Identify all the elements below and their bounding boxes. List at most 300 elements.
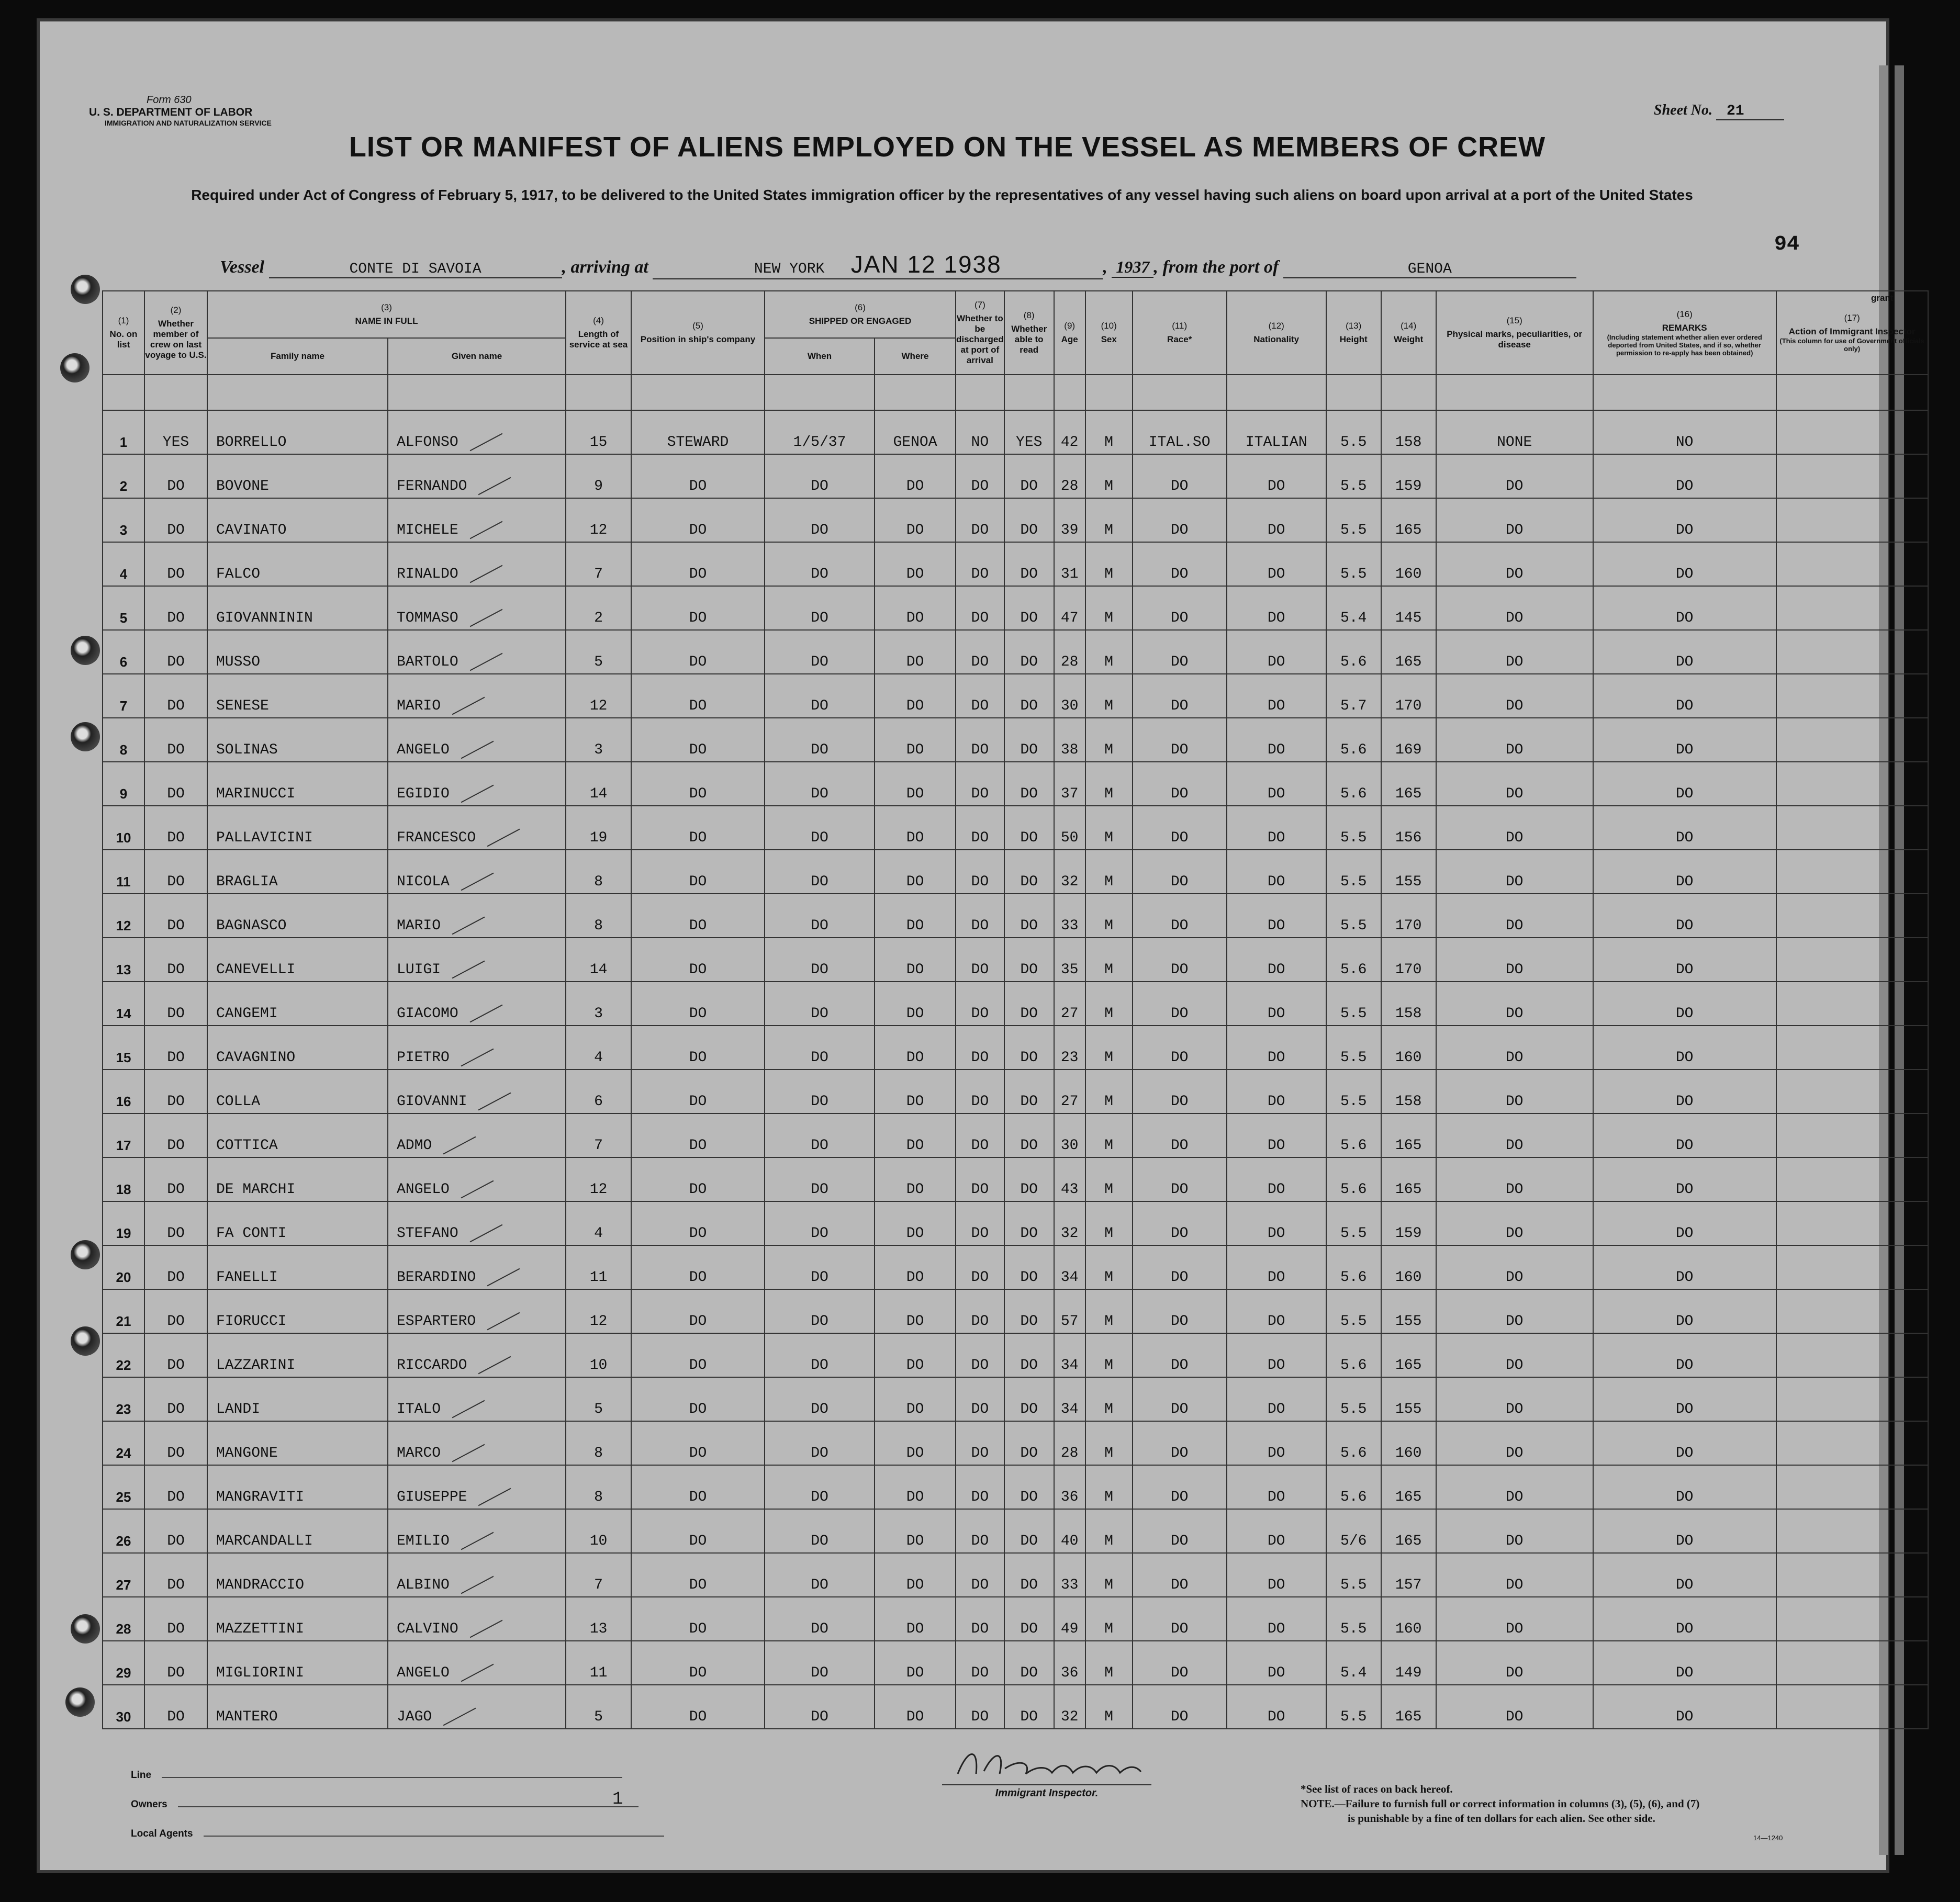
given-name-text: ADMO	[397, 1138, 432, 1154]
age-text: 30	[1060, 698, 1079, 714]
remarks-text: DO	[1675, 1445, 1694, 1461]
where-cell	[875, 1333, 956, 1377]
row-number	[103, 982, 144, 1026]
header-length-of-service: Length of service at sea	[569, 329, 628, 350]
when-cell	[765, 1157, 875, 1201]
row-number	[103, 1553, 144, 1597]
service-cell	[566, 718, 631, 762]
service-cell	[566, 630, 631, 674]
discharged-cell	[956, 1421, 1004, 1465]
when-text: DO	[811, 962, 828, 978]
weight-cell	[1381, 1113, 1436, 1157]
weight-text: 158	[1395, 1006, 1422, 1022]
inspector-action-cell	[1776, 718, 1928, 762]
nationality-cell	[1227, 454, 1326, 498]
where-cell	[875, 1201, 956, 1245]
col-number: (12)	[1268, 321, 1284, 331]
position-cell	[631, 586, 765, 630]
service-cell	[566, 1421, 631, 1465]
remarks-cell	[1593, 542, 1776, 586]
weight-text: 160	[1395, 566, 1422, 582]
weight-text: 165	[1395, 1533, 1422, 1549]
marks-cell	[1436, 1333, 1593, 1377]
when-text: 1/5/37	[793, 434, 846, 451]
nationality-text: DO	[1267, 1621, 1285, 1637]
check-mark-icon	[487, 1268, 520, 1286]
last-voyage-cell	[144, 674, 207, 718]
given-name-text: ANGELO	[397, 1181, 450, 1198]
age-cell	[1054, 542, 1085, 586]
last-voyage-text: DO	[167, 478, 185, 494]
when-text: DO	[811, 1181, 828, 1198]
table-row	[103, 1509, 1928, 1553]
when-text: DO	[811, 1138, 828, 1154]
family-name-cell	[207, 938, 388, 982]
when-cell	[765, 894, 875, 938]
weight-text: 170	[1395, 962, 1422, 978]
age-cell	[1054, 630, 1085, 674]
form-header	[89, 94, 272, 127]
weight-cell	[1381, 1333, 1436, 1377]
where-cell	[875, 1553, 956, 1597]
nationality-cell	[1227, 1641, 1326, 1685]
inspector-action-cell	[1776, 762, 1928, 806]
table-row	[103, 542, 1928, 586]
race-cell	[1133, 982, 1227, 1026]
age-text: 38	[1060, 742, 1079, 758]
race-cell	[1133, 1685, 1227, 1729]
sex-text: M	[1104, 1357, 1114, 1374]
given-name-cell	[388, 1245, 566, 1289]
height-text: 5/6	[1340, 1533, 1367, 1549]
header-last-voyage: Whether member of crew on last voyage to U.S.	[145, 319, 207, 360]
race-cell	[1133, 1641, 1227, 1685]
when-cell	[765, 1509, 875, 1553]
sex-cell	[1085, 1509, 1133, 1553]
where-text: DO	[906, 522, 924, 538]
header-name-in-full: NAME IN FULL	[355, 316, 418, 326]
row-number-text: 8	[119, 742, 128, 758]
row-number	[103, 850, 144, 894]
given-name-cell	[388, 630, 566, 674]
discharged-cell	[956, 1245, 1004, 1289]
when-cell	[765, 718, 875, 762]
nationality-cell	[1227, 586, 1326, 630]
where-text: DO	[906, 1138, 924, 1154]
when-text: DO	[811, 1533, 828, 1549]
read-text: DO	[1020, 698, 1038, 714]
when-cell	[765, 1113, 875, 1157]
header-sex: Sex	[1101, 334, 1117, 344]
service-text: 7	[594, 1577, 603, 1593]
row-number-text: 27	[116, 1577, 131, 1593]
family-name-cell	[207, 762, 388, 806]
position-text: DO	[689, 1665, 707, 1681]
family-name-text: SOLINAS	[216, 742, 278, 758]
marks-text: DO	[1505, 610, 1524, 626]
nationality-text: DO	[1267, 742, 1285, 758]
race-text: DO	[1170, 786, 1189, 802]
discharged-cell	[956, 1113, 1004, 1157]
remarks-text: DO	[1675, 1709, 1694, 1725]
nationality-text: DO	[1267, 1050, 1285, 1066]
height-cell	[1326, 1201, 1381, 1245]
inspector-action-cell	[1776, 1377, 1928, 1421]
race-text: DO	[1170, 962, 1189, 978]
discharged-text: DO	[971, 1577, 989, 1593]
col-number: (3)	[381, 302, 392, 312]
age-text: 32	[1060, 1709, 1079, 1725]
row-number-text: 30	[116, 1709, 131, 1725]
marks-cell	[1436, 1289, 1593, 1333]
row-number-text: 10	[116, 830, 131, 846]
when-text: DO	[811, 1621, 828, 1637]
family-name-text: LAZZARINI	[216, 1357, 296, 1374]
read-cell	[1004, 1685, 1054, 1729]
remarks-text: DO	[1675, 1533, 1694, 1549]
check-mark-icon	[452, 1400, 485, 1418]
arriving-port-field	[653, 250, 1103, 279]
weight-cell	[1381, 630, 1436, 674]
discharged-text: DO	[971, 1401, 989, 1417]
read-cell	[1004, 1597, 1054, 1641]
inspector-action-cell	[1776, 1157, 1928, 1201]
weight-text: 165	[1395, 1181, 1422, 1198]
inspector-action-cell	[1776, 1597, 1928, 1641]
position-text: DO	[689, 1094, 707, 1110]
discharged-text: DO	[971, 742, 989, 758]
when-text: DO	[811, 1269, 828, 1286]
header-age: Age	[1061, 334, 1078, 344]
sex-cell	[1085, 1597, 1133, 1641]
weight-cell	[1381, 1553, 1436, 1597]
position-text: DO	[689, 1577, 707, 1593]
sex-text: M	[1104, 698, 1114, 714]
position-cell	[631, 674, 765, 718]
inspector-action-cell	[1776, 454, 1928, 498]
table-row	[103, 850, 1928, 894]
sex-cell	[1085, 1641, 1133, 1685]
given-name-text: NICOLA	[397, 874, 450, 890]
position-cell	[631, 1553, 765, 1597]
weight-text: 157	[1395, 1577, 1422, 1593]
row-number	[103, 498, 144, 542]
last-voyage-cell	[144, 938, 207, 982]
marks-text: DO	[1505, 1050, 1524, 1066]
read-cell	[1004, 1465, 1054, 1509]
age-cell	[1054, 674, 1085, 718]
read-text: DO	[1020, 1577, 1038, 1593]
family-name-cell	[207, 1113, 388, 1157]
given-name-text: ANGELO	[397, 1665, 450, 1681]
read-text: DO	[1020, 1709, 1038, 1725]
given-name-text: FERNANDO	[397, 478, 467, 494]
stamped-number: 94	[1774, 233, 1800, 256]
check-mark-icon	[469, 1619, 502, 1638]
discharged-text: DO	[971, 874, 989, 890]
marks-text: DO	[1505, 1006, 1524, 1022]
family-name-cell	[207, 1553, 388, 1597]
service-cell	[566, 454, 631, 498]
when-text: DO	[811, 654, 828, 670]
last-voyage-cell	[144, 1465, 207, 1509]
where-text: DO	[906, 1269, 924, 1286]
height-cell	[1326, 1157, 1381, 1201]
family-name-cell	[207, 1641, 388, 1685]
marks-cell	[1436, 718, 1593, 762]
weight-text: 165	[1395, 522, 1422, 538]
table-row	[103, 1685, 1928, 1729]
read-cell	[1004, 982, 1054, 1026]
service-text: 14	[589, 786, 608, 802]
table-row	[103, 1597, 1928, 1641]
height-text: 5.6	[1340, 742, 1367, 758]
service-text: 11	[589, 1269, 608, 1286]
when-text: DO	[811, 742, 828, 758]
col-number: (2)	[170, 305, 182, 315]
table-row	[103, 718, 1928, 762]
marks-cell	[1436, 1377, 1593, 1421]
remarks-text: DO	[1675, 1094, 1694, 1110]
position-text: DO	[689, 1006, 707, 1022]
where-text: DO	[906, 1050, 924, 1066]
position-text: DO	[689, 786, 707, 802]
age-text: 27	[1060, 1006, 1079, 1022]
weight-text: 170	[1395, 698, 1422, 714]
race-cell	[1133, 1465, 1227, 1509]
last-voyage-text: DO	[167, 1357, 185, 1374]
race-cell	[1133, 1201, 1227, 1245]
family-name-cell	[207, 410, 388, 454]
weight-cell	[1381, 850, 1436, 894]
when-text: DO	[811, 1445, 828, 1461]
discharged-cell	[956, 718, 1004, 762]
where-cell	[875, 1070, 956, 1113]
read-cell	[1004, 586, 1054, 630]
position-cell	[631, 542, 765, 586]
nationality-cell	[1227, 542, 1326, 586]
last-voyage-cell	[144, 806, 207, 850]
sex-cell	[1085, 762, 1133, 806]
marks-cell	[1436, 1553, 1593, 1597]
service-cell	[566, 806, 631, 850]
marks-text: DO	[1505, 1269, 1524, 1286]
family-name-text: MIGLIORINI	[216, 1665, 305, 1681]
height-cell	[1326, 630, 1381, 674]
sex-text: M	[1104, 1401, 1114, 1417]
check-mark-icon	[461, 1575, 494, 1594]
discharged-cell	[956, 586, 1004, 630]
last-voyage-cell	[144, 1026, 207, 1070]
age-cell	[1054, 1377, 1085, 1421]
row-number	[103, 586, 144, 630]
nationality-cell	[1227, 1421, 1326, 1465]
check-mark-icon	[469, 565, 502, 583]
check-mark-icon	[452, 696, 485, 715]
family-name-text: LANDI	[216, 1401, 261, 1417]
sex-text: M	[1104, 1313, 1114, 1330]
read-text: DO	[1020, 874, 1038, 890]
given-name-cell	[388, 586, 566, 630]
marks-text: DO	[1505, 1577, 1524, 1593]
height-text: 5.5	[1340, 830, 1367, 846]
remarks-text: DO	[1675, 610, 1694, 626]
remarks-text: DO	[1675, 1489, 1694, 1505]
race-cell	[1133, 1597, 1227, 1641]
read-text: DO	[1020, 918, 1038, 934]
discharged-cell	[956, 1685, 1004, 1729]
discharged-cell	[956, 894, 1004, 938]
where-cell	[875, 1685, 956, 1729]
check-mark-icon	[487, 1312, 520, 1330]
when-text: DO	[811, 1357, 828, 1374]
read-cell	[1004, 674, 1054, 718]
when-text: DO	[811, 1006, 828, 1022]
race-cell	[1133, 1289, 1227, 1333]
binder-hole	[71, 1326, 100, 1356]
weight-cell	[1381, 454, 1436, 498]
inspector-action-cell	[1776, 1026, 1928, 1070]
service-cell	[566, 1641, 631, 1685]
header-where: Where	[875, 338, 956, 375]
race-text: ITAL.SO	[1148, 434, 1211, 451]
given-name-cell	[388, 1201, 566, 1245]
last-voyage-cell	[144, 1421, 207, 1465]
row-number-text: 28	[116, 1621, 131, 1637]
height-text: 5.5	[1340, 874, 1367, 890]
service-cell	[566, 982, 631, 1026]
when-cell	[765, 1289, 875, 1333]
table-row	[103, 1245, 1928, 1289]
height-text: 5.6	[1340, 962, 1367, 978]
row-number	[103, 1597, 144, 1641]
race-text: DO	[1170, 1621, 1189, 1637]
family-name-text: BAGNASCO	[216, 918, 287, 934]
sex-text: M	[1104, 1665, 1114, 1681]
family-name-text: FA CONTI	[216, 1225, 287, 1242]
header-given-name: Given name	[388, 338, 566, 375]
remarks-cell	[1593, 1377, 1776, 1421]
table-body	[103, 375, 1928, 1729]
inspector-action-cell	[1776, 982, 1928, 1026]
family-name-text: MARCANDALLI	[216, 1533, 313, 1549]
header-position: Position in ship's company	[640, 334, 756, 344]
read-cell	[1004, 630, 1054, 674]
race-cell	[1133, 1553, 1227, 1597]
age-cell	[1054, 762, 1085, 806]
table-row	[103, 1201, 1928, 1245]
race-text: DO	[1170, 1489, 1189, 1505]
bottom-fields	[131, 1761, 664, 1849]
family-name-text: MAZZETTINI	[216, 1621, 305, 1637]
marks-cell	[1436, 806, 1593, 850]
inspector-action-cell	[1776, 1289, 1928, 1333]
marks-text: DO	[1505, 1489, 1524, 1505]
height-cell	[1326, 806, 1381, 850]
where-text: DO	[906, 874, 924, 890]
remarks-text: DO	[1675, 786, 1694, 802]
height-cell	[1326, 1641, 1381, 1685]
sex-cell	[1085, 1201, 1133, 1245]
race-text: DO	[1170, 1533, 1189, 1549]
when-text: DO	[811, 1665, 828, 1681]
table-row	[103, 1333, 1928, 1377]
signature-scribble	[947, 1742, 1146, 1784]
family-name-text: COLLA	[216, 1094, 261, 1110]
discharged-cell	[956, 1377, 1004, 1421]
remarks-text: DO	[1675, 830, 1694, 846]
table-row	[103, 1421, 1928, 1465]
where-text: DO	[906, 1533, 924, 1549]
line-field	[131, 1761, 664, 1790]
nationality-text: DO	[1267, 654, 1285, 670]
owners-underline	[178, 1806, 639, 1807]
header-able-to-read: Whether able to read	[1011, 324, 1047, 355]
family-name-cell	[207, 498, 388, 542]
sex-cell	[1085, 1289, 1133, 1333]
age-text: 27	[1060, 1094, 1079, 1110]
header-nationality: Nationality	[1253, 334, 1300, 344]
table-row	[103, 674, 1928, 718]
service-text: 14	[589, 962, 608, 978]
read-text: DO	[1020, 522, 1038, 538]
header-race: Race*	[1167, 334, 1192, 344]
given-name-cell	[388, 1553, 566, 1597]
check-mark-icon	[443, 1136, 476, 1154]
given-name-text: ITALO	[397, 1401, 441, 1417]
last-voyage-text: DO	[167, 1313, 185, 1330]
family-name-cell	[207, 1245, 388, 1289]
given-name-text: MICHELE	[397, 522, 458, 538]
row-number	[103, 1685, 144, 1729]
where-cell	[875, 1597, 956, 1641]
age-cell	[1054, 1026, 1085, 1070]
age-text: 34	[1060, 1401, 1079, 1417]
footnote-penalty: NOTE.—Failure to furnish full or correct information in columns (3), (5), (6), and (7)	[1301, 1797, 1700, 1810]
row-number	[103, 894, 144, 938]
given-name-cell	[388, 542, 566, 586]
where-text: DO	[906, 1709, 924, 1725]
where-text: DO	[906, 1401, 924, 1417]
weight-cell	[1381, 1245, 1436, 1289]
sex-text: M	[1104, 478, 1114, 494]
discharged-text: DO	[971, 1269, 989, 1286]
where-cell	[875, 806, 956, 850]
position-cell	[631, 1685, 765, 1729]
marks-cell	[1436, 586, 1593, 630]
service-cell	[566, 1289, 631, 1333]
nationality-text: DO	[1267, 698, 1285, 714]
age-cell	[1054, 1333, 1085, 1377]
position-text: DO	[689, 1050, 707, 1066]
remarks-text: DO	[1675, 1138, 1694, 1154]
header-remarks-sub: (Including statement whether alien ever ordered deported from United States, and if so, whether permission to re-apply has been obtained)	[1607, 333, 1762, 357]
service-text: 8	[594, 918, 603, 934]
marks-cell	[1436, 498, 1593, 542]
given-name-cell	[388, 1597, 566, 1641]
marks-cell	[1436, 938, 1593, 982]
service-cell	[566, 410, 631, 454]
inspector-action-cell	[1776, 542, 1928, 586]
nationality-text: ITALIAN	[1245, 434, 1307, 451]
when-cell	[765, 1070, 875, 1113]
weight-cell	[1381, 1157, 1436, 1201]
where-text: DO	[906, 698, 924, 714]
family-name-text: GIOVANNININ	[216, 610, 313, 626]
nationality-cell	[1227, 1070, 1326, 1113]
nationality-text: DO	[1267, 1489, 1285, 1505]
height-cell	[1326, 938, 1381, 982]
